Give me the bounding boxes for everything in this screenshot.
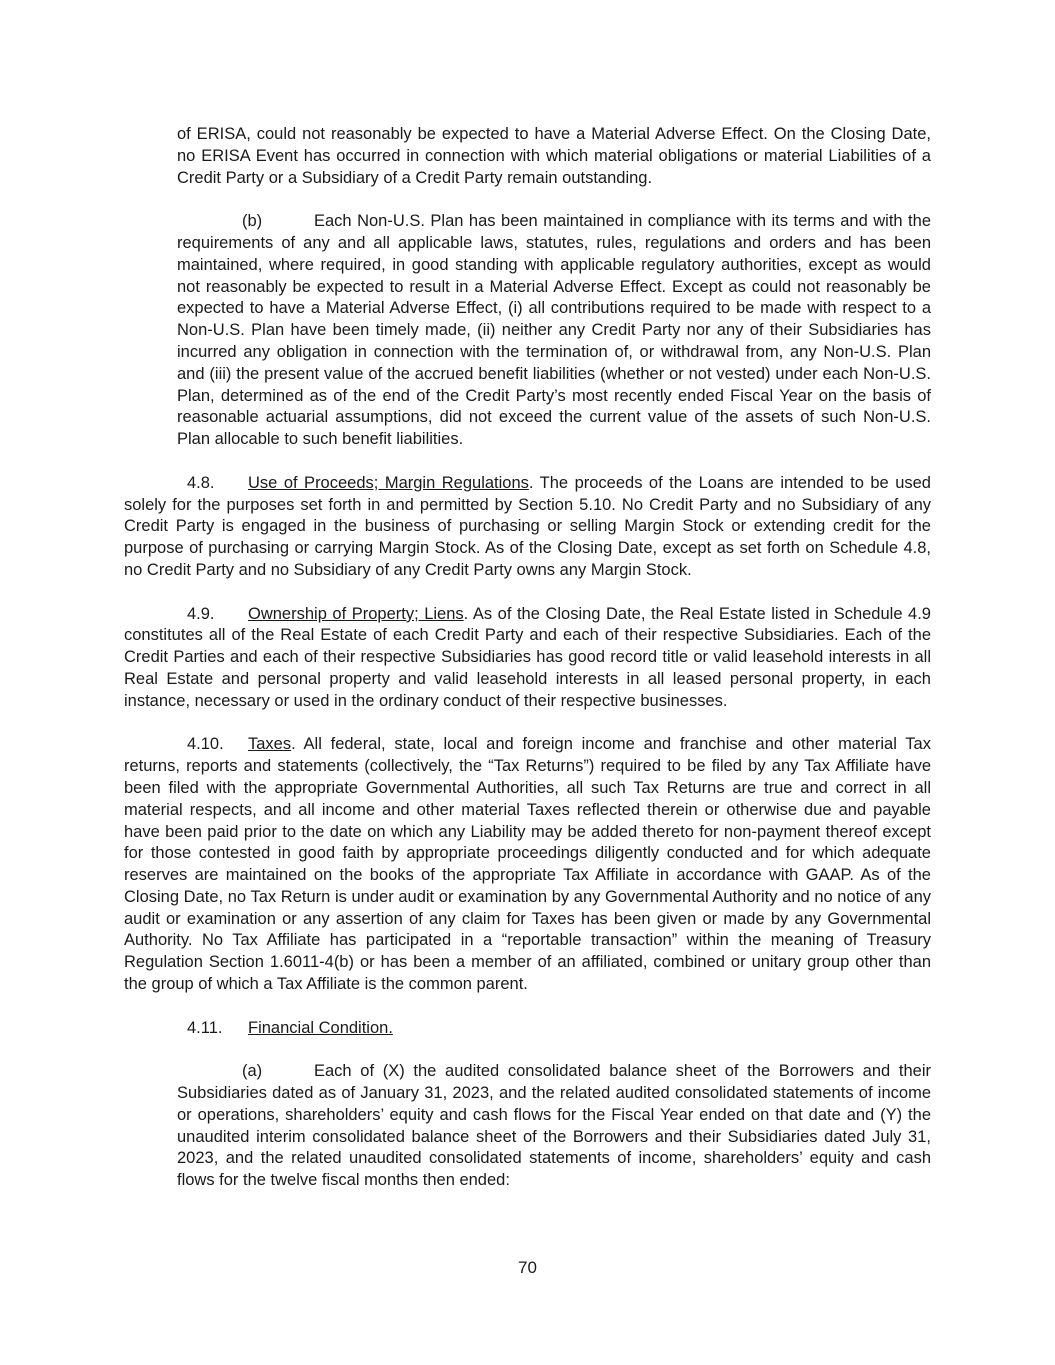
section-text: . As of the Closing Date, the Real Estate listed in Schedule 4.9 constitutes all of the Real Estate of each Credit Party and each of their respective Subsidiaries. Each of the Credit Parties and each of their respective Subsidiaries has good record title or valid leasehold interests in all Real Estate and personal property and valid leasehold interests in all leased personal property, in each instance, necessary or used in the ordinary conduct of their respective businesses.: [124, 604, 931, 710]
paragraph-b-non-us-plan: [177, 211, 931, 451]
section-number: 4.10.: [187, 735, 224, 754]
section-4-9: [124, 604, 931, 713]
paragraph-text: Each of (X) the audited consolidated balance sheet of the Borrowers and their Subsidiaries dated as of January 31, 2023, and the related audited consolidated statements of income or operations, shareholders’ equity and cash flows for the Fiscal Year ended on that date and (Y) the unaudited interim consolidated balance sheet of the Borrowers and their Subsidiaries dated July 31, 2023, and the related unaudited consolidated statements of income, shareholders’ equity and cash flows for the twelve fiscal months then ended:: [177, 1062, 931, 1190]
page-number: 70: [518, 1258, 537, 1277]
section-text: . The proceeds of the Loans are intended to be used solely for the purposes set forth in and permitted by Section 5.10. No Credit Party and no Subsidiary of any Credit Party is engaged in the business of purchasing or selling Margin Stock or extending credit for the purpose of purchasing or carrying Margin Stock. As of the Closing Date, except as set forth on Schedule 4.8, no Credit Party and no Subsidiary of any Credit Party owns any Margin Stock.: [124, 473, 931, 579]
section-title: Ownership of Property; Liens: [248, 604, 464, 623]
section-number: 4.9.: [187, 604, 215, 623]
section-number: 4.8.: [187, 473, 215, 492]
paragraph-text: of ERISA, could not reasonably be expected to have a Material Adverse Effect. On the Closing Date, no ERISA Event has occurred in connection with which material obligations or material Liabilities of a Credit Party or a Subsidiary of a Credit Party remain outstanding.: [177, 125, 931, 187]
section-4-8: [124, 473, 931, 582]
section-4-10: [124, 734, 931, 996]
paragraph-a-financial-statements: [177, 1061, 931, 1192]
document-body: [124, 124, 931, 1214]
section-title: Financial Condition.: [248, 1018, 393, 1037]
section-text: . All federal, state, local and foreign income and franchise and other material Tax returns, reports and statements (collectively, the “Tax Returns”) required to be filed by any Tax Affiliate have been filed with the appropriate Governmental Authorities, all such Tax Returns are true and correct in all material respects, and all income and other material Taxes reflected therein or otherwise due and payable have been paid prior to the date on which any Liability may be added thereto for non-payment thereof except for those contested in good faith by appropriate proceedings diligently conducted and for which adequate reserves are maintained on the books of the appropriate Tax Affiliate in accordance with GAAP. As of the Closing Date, no Tax Return is under audit or examination by any Governmental Authority and no notice of any audit or examination or any assertion of any claim for Taxes has been given or made by any Governmental Authority. No Tax Affiliate has participated in a “reportable transaction” within the meaning of Treasury Regulation Section 1.6011-4(b) or has been a member of an affiliated, combined or unitary group other than the group of which a Tax Affiliate is the common parent.: [124, 735, 931, 994]
section-number: 4.11.: [187, 1018, 223, 1037]
paragraph-text: Each Non-U.S. Plan has been maintained in compliance with its terms and with the requirements of any and all applicable laws, statutes, rules, regulations and orders and has been maintained, where required, in good standing with applicable regulatory authorities, except as would not reasonably be expected to result in a Material Adverse Effect. Except as could not reasonably be expected to have a Material Adverse Effect, (i) all contributions required to be made with respect to a Non-U.S. Plan have been timely made, (ii) neither any Credit Party nor any of their Subsidiaries has incurred any obligation in connection with the termination of, or withdrawal from, any Non-U.S. Plan and (iii) the present value of the accrued benefit liabilities (whether or not vested) under each Non-U.S. Plan, determined as of the end of the Credit Party’s most recently ended Fiscal Year on the basis of reasonable actuarial assumptions, did not exceed the current value of the assets of such Non-U.S. Plan allocable to such benefit liabilities.: [177, 212, 931, 449]
subsection-label: (b): [242, 212, 263, 231]
section-title: Taxes: [248, 735, 292, 754]
section-title: Use of Proceeds; Margin Regulations: [248, 473, 529, 492]
section-4-11: [124, 1018, 931, 1040]
subsection-label: (a): [242, 1062, 263, 1081]
paragraph-erisa-continuation: [177, 124, 931, 189]
